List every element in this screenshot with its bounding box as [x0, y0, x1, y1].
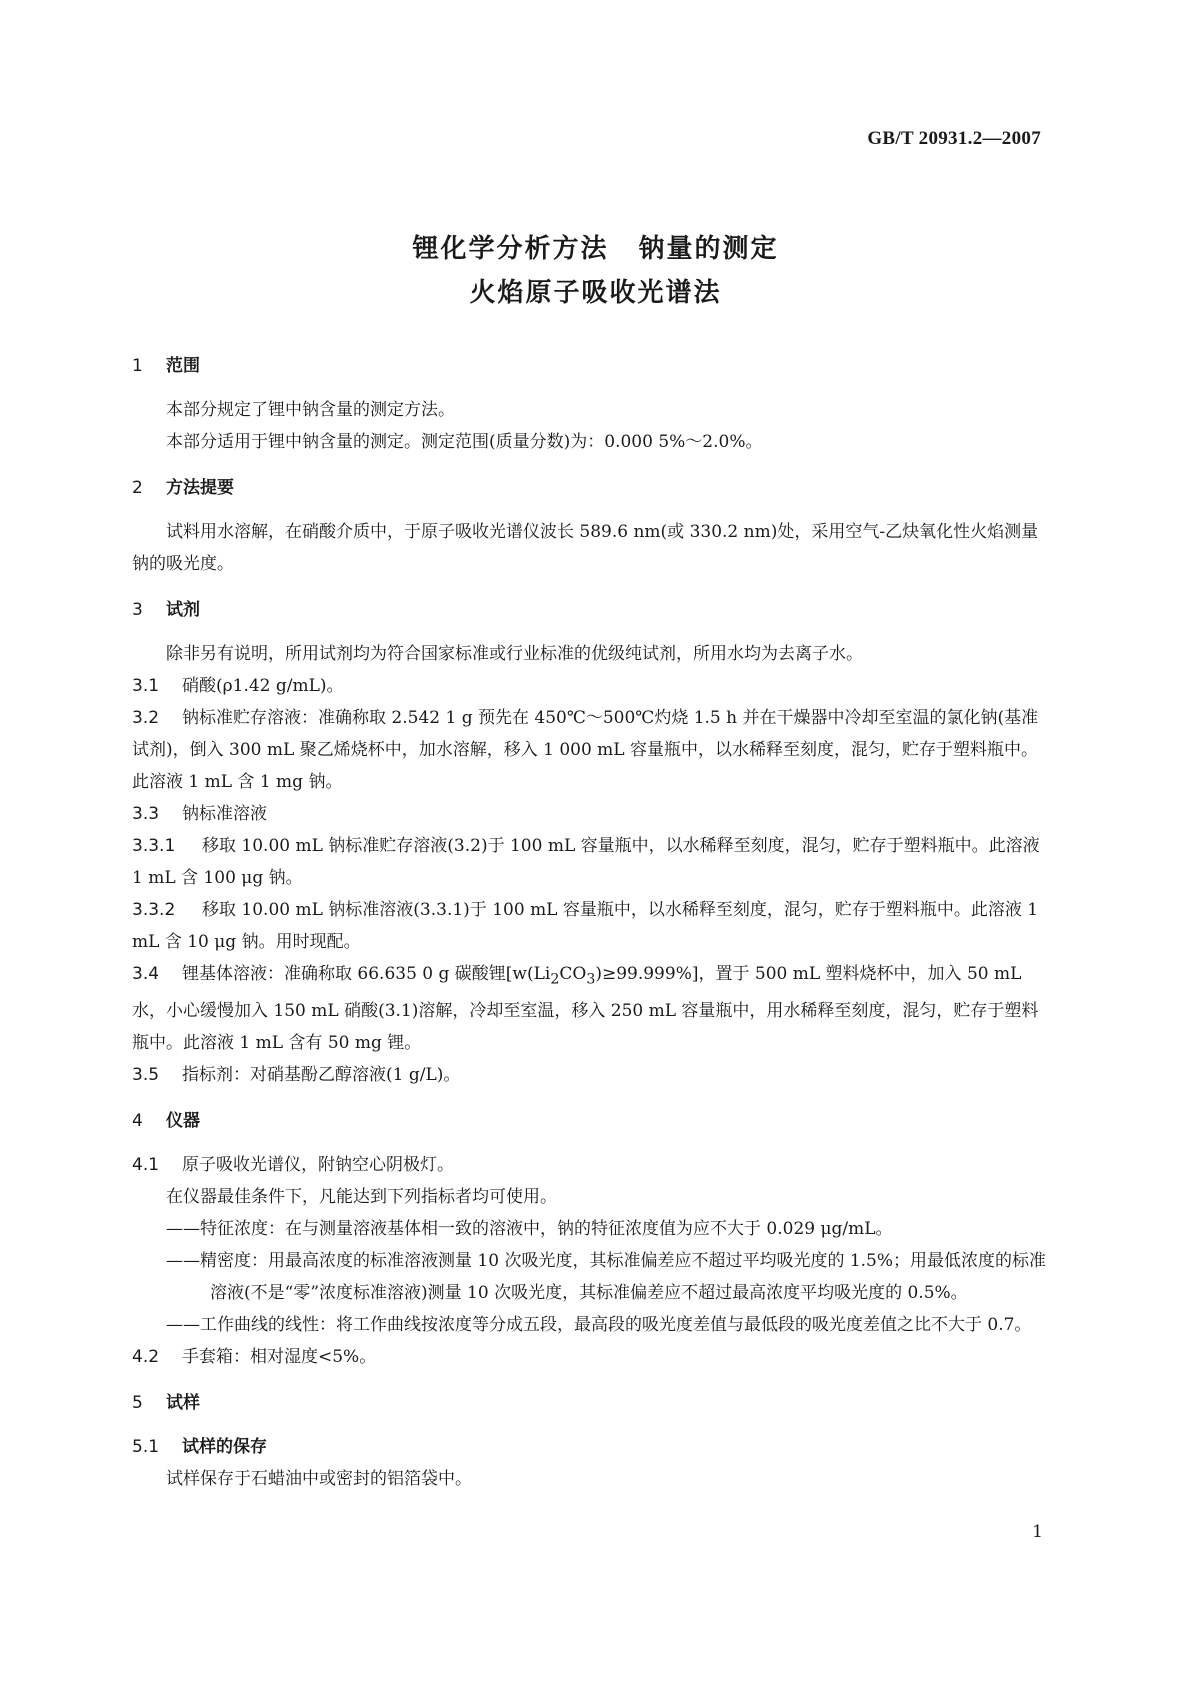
- list-item: ——工作曲线的线性：将工作曲线按浓度等分成五段，最高段的吸光度差值与最低段的吸光度差值之比不大于 0.7。: [166, 1315, 1032, 1336]
- paragraph: 试样保存于石蜡油中或密封的铝箔袋中。: [166, 1469, 472, 1490]
- document-title-line2: 火焰原子吸收光谱法: [469, 278, 722, 308]
- clause-3-3-2: 3.3.2 移取 10.00 mL 钠标准溶液(3.3.1)于 100 mL 容量瓶中，以水稀释至刻度，混匀，贮存于塑料瓶中。此溶液 1 mL 含 10 μg 钠。用时现配。: [132, 900, 1039, 952]
- paragraph: 本部分规定了锂中钠含量的测定方法。: [166, 400, 455, 420]
- clause-3-5: 3.5 指标剂：对硝基酚乙醇溶液(1 g/L)。: [132, 1065, 461, 1086]
- document-title-line1: [0, 228, 1191, 265]
- standard-number: GB/T 20931.2—2007: [867, 128, 1041, 149]
- clause-4-2: 4.2 手套箱：相对湿度<5%。: [132, 1347, 377, 1368]
- section-heading: 3 试剂: [132, 600, 200, 620]
- clause-5-1: 5.1 试样的保存: [132, 1437, 267, 1458]
- list-item: ——精密度：用最高浓度的标准溶液测量 10 次吸光度，其标准偏差应不超过平均吸光度的 1.5%；用最低浓度的标准溶液(不是“零”浓度标准溶液)测量 10 次吸光度，其标准偏差应不超过最高浓度平均吸光度的 0.5%。: [166, 1251, 1047, 1304]
- clause-3-2: 3.2 钠标准贮存溶液：准确称取 2.542 1 g 预先在 450℃～500℃灼烧 1.5 h 并在干燥器中冷却至室温的氯化钠(基准试剂)，倒入 300 mL 聚乙烯烧杯中，加水溶解，移入 1 000 mL 容量瓶中，以水稀释至刻度，混匀，贮存于塑料瓶中。此溶液 1 mL 含 1 mg 钠。: [132, 708, 1039, 792]
- page-number: 1: [1032, 1522, 1043, 1542]
- section-heading: 5 试样: [132, 1393, 200, 1414]
- clause-3-3: 3.3 钠标准溶液: [132, 804, 267, 824]
- section-heading: 1 范围: [132, 356, 200, 376]
- clause-4-1: 4.1 原子吸收光谱仪，附钠空心阴极灯。: [132, 1155, 454, 1176]
- paragraph: 除非另有说明，所用试剂均为符合国家标准或行业标准的优级纯试剂，所用水均为去离子水。: [166, 644, 863, 664]
- list-item: ——特征浓度：在与测量溶液基体相一致的溶液中，钠的特征浓度值为应不大于 0.029 μg/mL。: [166, 1219, 893, 1240]
- section-heading: 2 方法提要: [132, 478, 234, 498]
- document-body: [132, 350, 1052, 1495]
- paragraph: 试料用水溶解，在硝酸介质中，于原子吸收光谱仪波长 589.6 nm(或 330.2 nm)处，采用空气-乙炔氧化性火焰测量钠的吸光度。: [132, 522, 1039, 574]
- clause-3-4: 3.4 锂基体溶液：准确称取 66.635 0 g 碳酸锂$[w(Li_2CO_3)\ge 99.999\%]$，置于 500 mL 塑料烧杯中，加入 50 mL 水，小心缓慢加入 150 mL 硝酸(3.1)溶解，冷却至室温，移入 250 mL 容量瓶中，用水稀释至刻度，混匀，贮存于塑料瓶中。此溶液 1 mL 含有 50 mg 锂。: [132, 964, 1039, 1054]
- clause-3-3-1: 3.3.1 移取 10.00 mL 钠标准贮存溶液(3.2)于 100 mL 容量瓶中，以水稀释至刻度，混匀，贮存于塑料瓶中。此溶液 1 mL 含 100 μg 钠。: [132, 836, 1040, 888]
- section-heading: 4 仪器: [132, 1111, 200, 1132]
- clause-3-1: 3.1 硝酸(ρ1.42 g/mL)。: [132, 676, 344, 696]
- paragraph: 本部分适用于锂中钠含量的测定。测定范围(质量分数)为：0.000 5%～2.0%。: [166, 432, 763, 452]
- title-part2: 钠量的测定: [638, 234, 779, 264]
- title-part1: 锂化学分析方法: [412, 234, 609, 264]
- paragraph: 在仪器最佳条件下，凡能达到下列指标者均可使用。: [166, 1187, 557, 1208]
